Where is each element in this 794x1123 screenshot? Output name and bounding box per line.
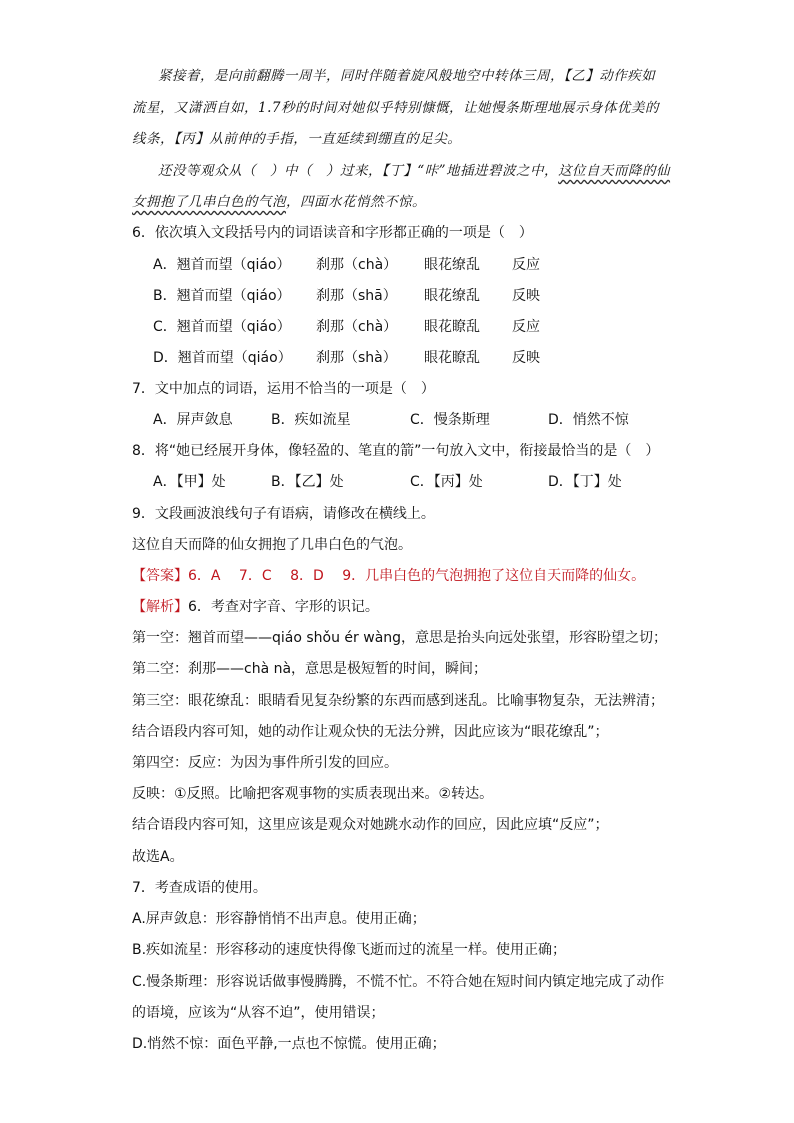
option-term: 眼花瞭乱 xyxy=(424,350,480,366)
option-term: 反应 xyxy=(512,319,540,335)
analysis-line: 的语境，应该为“从容不迫”，使用错误； xyxy=(132,1005,385,1021)
analysis-line: C.慢条斯理：形容说话做事慢腾腾，不慌不忙。不符合她在短时间内镇定地完成了动作 xyxy=(132,974,665,990)
option-term: 反应 xyxy=(512,257,540,273)
analysis-line: 第四空：反应：为因为事件所引发的回应。 xyxy=(132,755,398,771)
answer-line xyxy=(132,566,645,586)
question-7-option-a: A．屏声敛息 xyxy=(153,412,233,428)
answer-label: 【答案】 xyxy=(132,568,188,584)
analysis-label: 【解析】 xyxy=(132,599,188,615)
option-term: 眼花缭乱 xyxy=(424,288,480,304)
analysis-line: D.悄然不惊：面色平静,一点也不惊慌。使用正确； xyxy=(132,1036,446,1052)
analysis-line: 结合语段内容可知，这里应该是观众对她跳水动作的回应，因此应填“反应”； xyxy=(132,817,609,833)
analysis-line: 第三空：眼花缭乱：眼睛看见复杂纷繁的东西而感到迷乱。比喻事物复杂，无法辨清； xyxy=(132,693,664,709)
option-term: D．翘首而望（qiáo） xyxy=(153,350,292,366)
analysis-line: 结合语段内容可知，她的动作让观众快的无法分辨，因此应该为“眼花缭乱”； xyxy=(132,724,609,740)
option-term: 眼花缭乱 xyxy=(424,257,480,273)
option-term: 刹那（chà） xyxy=(316,257,398,273)
question-8-option-d: D．【丁】处 xyxy=(548,474,622,490)
passage-line: 紧接着，是向前翻腾一周半，同时伴随着旋风般地空中转体三周，【乙】动作疾如 xyxy=(158,68,656,84)
passage-text: ，四面水花悄然不惊。 xyxy=(286,194,426,210)
analysis-line: 第二空：刹那——chà nà，意思是极短暂的时间，瞬间； xyxy=(132,661,488,677)
passage-line xyxy=(158,161,670,181)
analysis-line: 7．考查成语的使用。 xyxy=(132,880,267,896)
option-term: 眼花瞭乱 xyxy=(424,319,480,335)
question-8-stem: 8．将“她已经展开身体，像轻盈的、笔直的箭”一句放入文中，衔接最恰当的是（ ） xyxy=(132,443,660,459)
option-term: 反映 xyxy=(512,288,540,304)
question-7-option-c: C．慢条斯理 xyxy=(410,412,490,428)
analysis-line: A.屏声敛息：形容静悄悄不出声息。使用正确； xyxy=(132,911,426,927)
option-term: 刹那（chà） xyxy=(316,319,398,335)
option-term: C．翘首而望（qiáo） xyxy=(153,319,291,335)
question-7-stem: 7．文中加点的词语，运用不恰当的一项是（ ） xyxy=(132,381,435,397)
question-9-sentence: 这位自天而降的仙女拥抱了几串白色的气泡。 xyxy=(132,537,412,553)
option-term: A．翘首而望（qiáo） xyxy=(153,257,291,273)
question-7-option-b: B．疾如流星 xyxy=(271,412,351,428)
analysis-line: B.疾如流星：形容移动的速度快得像飞逝而过的流星一样。使用正确； xyxy=(132,942,567,958)
wavy-underlined-text: 这位自天而降的仙 xyxy=(558,163,671,179)
passage-line xyxy=(132,192,426,212)
question-7-option-d: D．悄然不惊 xyxy=(548,412,629,428)
wavy-underlined-text: 女拥抱了几串白色的气泡 xyxy=(132,194,286,210)
option-term: 反映 xyxy=(512,350,540,366)
question-8-option-c: C．【丙】处 xyxy=(410,474,483,490)
question-6-stem: 6．依次填入文段括号内的词语读音和字形都正确的一项是（ ） xyxy=(132,225,533,241)
analysis-text: 6．考查对字音、字形的识记。 xyxy=(188,599,379,615)
analysis-line: 第一空：翘首而望——qiáo shǒu ér wàng，意思是抬头向远处张望，形容盼望之切； xyxy=(132,630,668,646)
analysis-line: 反映：①反照。比喻把客观事物的实质表现出来。②转达。 xyxy=(132,786,494,802)
answer-text: 6．A 7．C 8．D 9．几串白色的气泡拥抱了这位自天而降的仙女。 xyxy=(188,568,646,584)
question-8-option-b: B．【乙】处 xyxy=(271,474,344,490)
analysis-line xyxy=(132,597,379,617)
option-term: B．翘首而望（qiáo） xyxy=(153,288,291,304)
option-term: 刹那（shā） xyxy=(316,288,397,304)
question-9-stem: 9．文段画波浪线句子有语病，请修改在横线上。 xyxy=(132,506,435,522)
passage-line: 流星，又潇洒自如，1.7秒的时间对她似乎特别慷慨，让她慢条斯理地展示身体优美的 xyxy=(132,100,659,116)
passage-line: 线条，【丙】从前伸的手指，一直延续到绷直的足尖。 xyxy=(132,131,462,147)
option-term: 刹那（shà） xyxy=(316,350,397,366)
analysis-line: 故选A。 xyxy=(132,849,184,865)
question-8-option-a: A．【甲】处 xyxy=(153,474,226,490)
passage-text: 还没等观众从（ ）中（ ）过来，【丁】“咔”地插进碧波之中， xyxy=(158,163,559,179)
